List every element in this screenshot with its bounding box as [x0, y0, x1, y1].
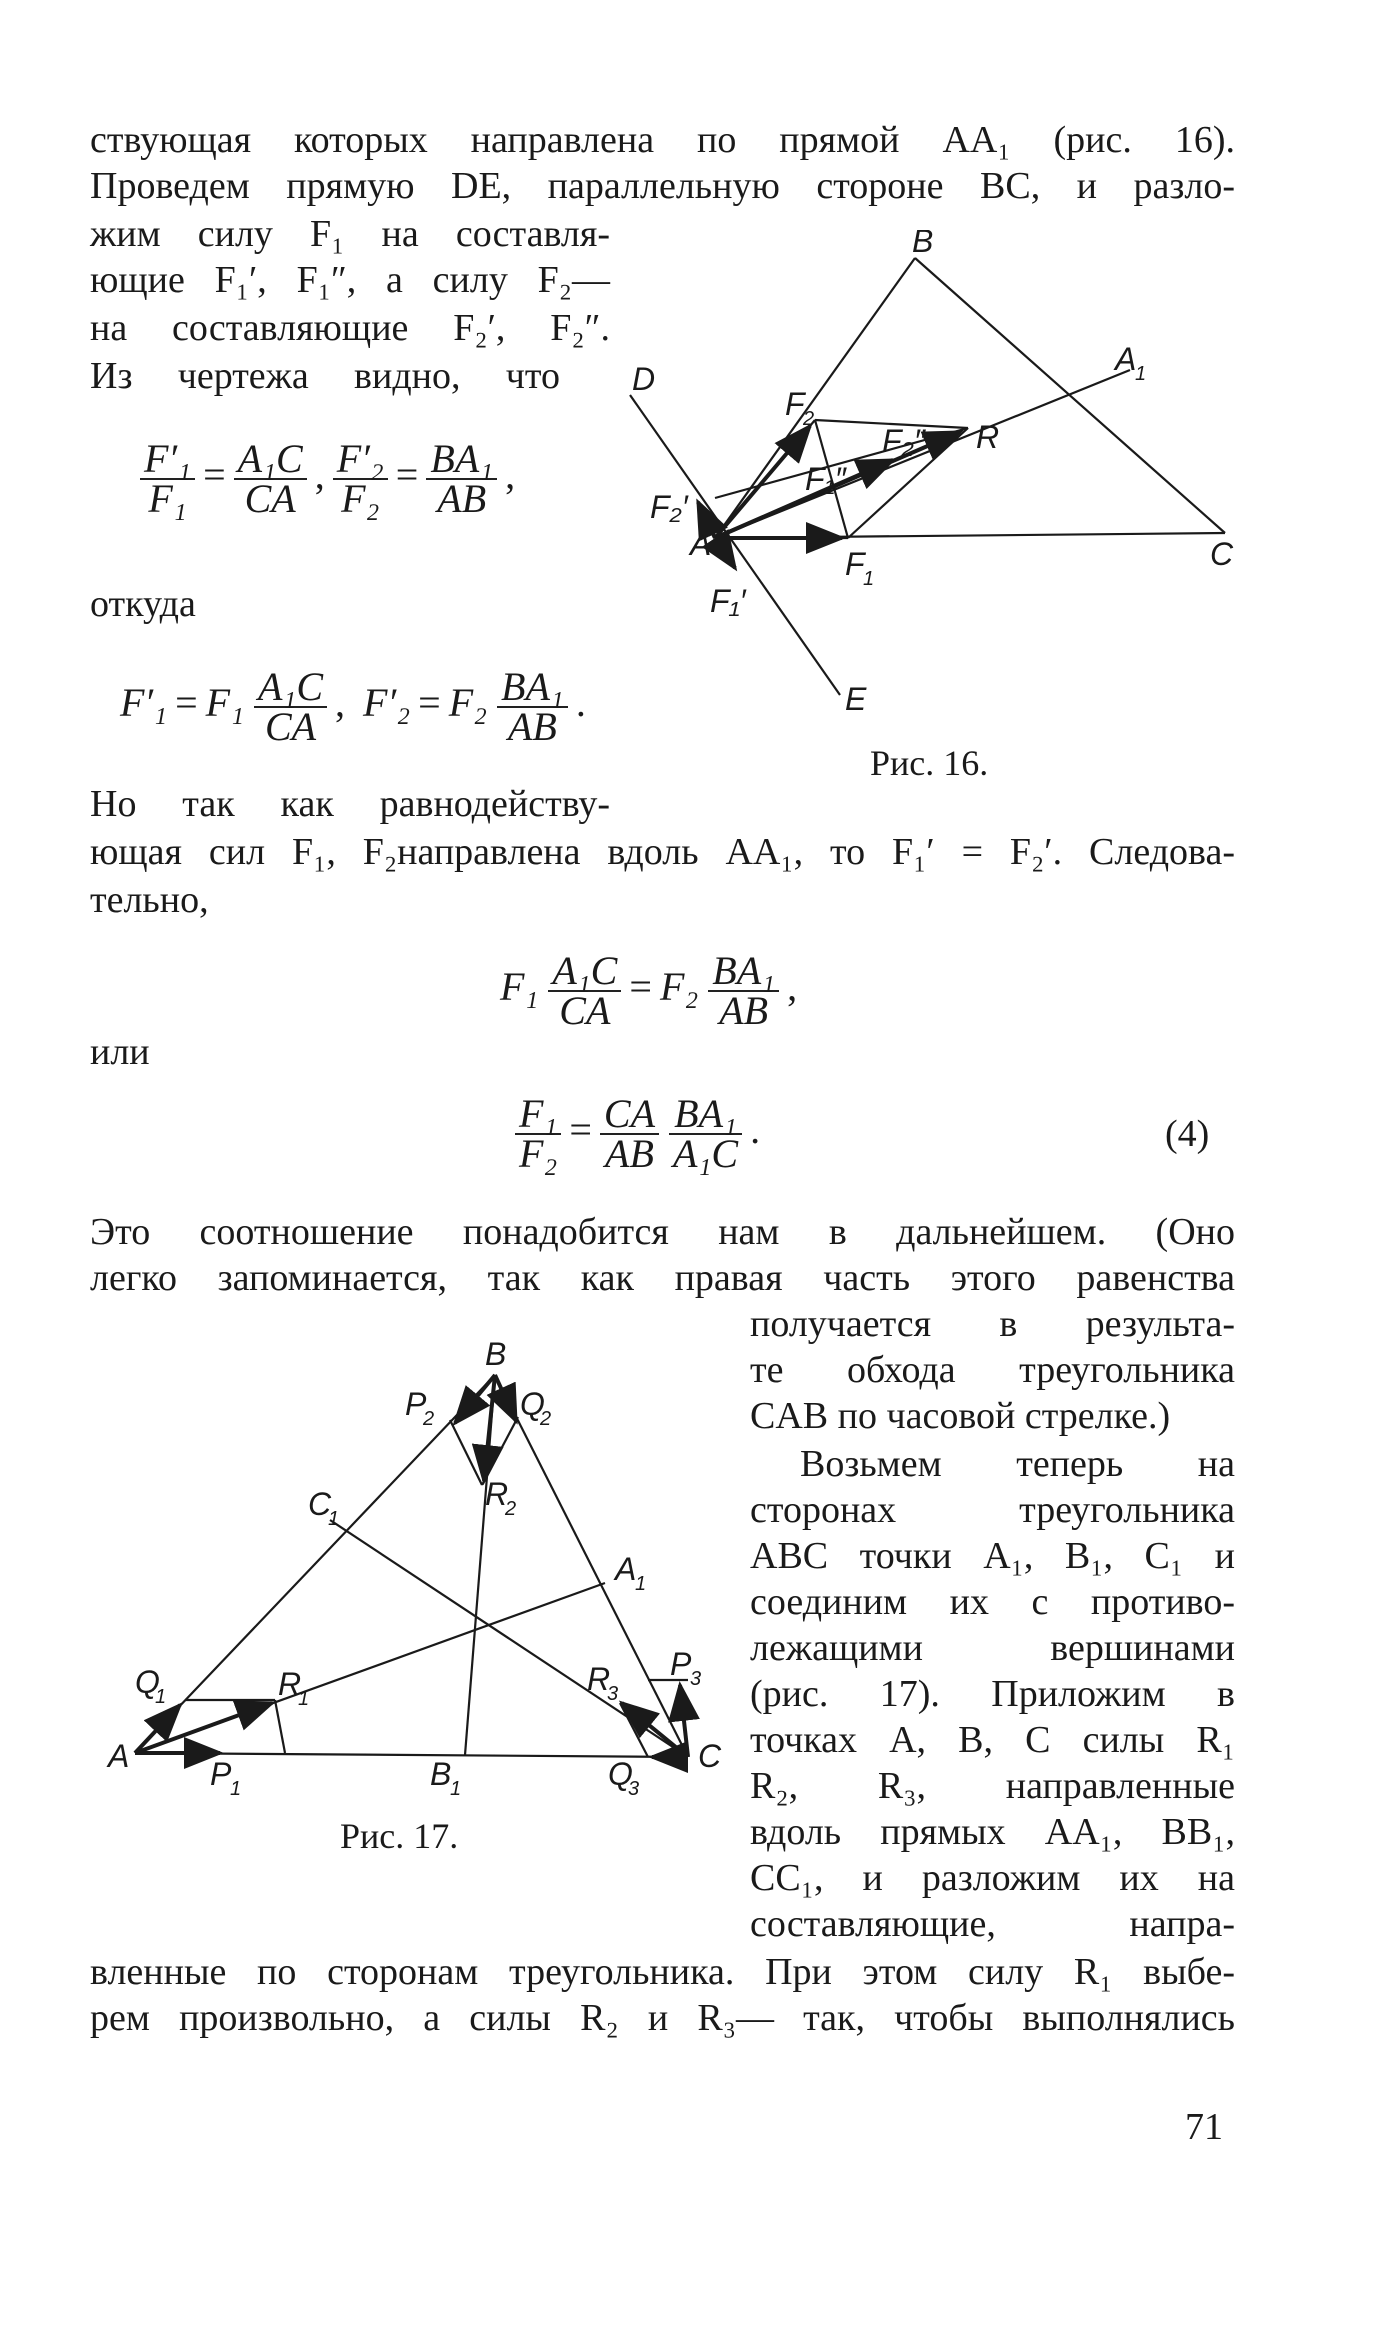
text-line-9: тельно, — [90, 879, 209, 921]
fig17-label-C1: C — [308, 1486, 332, 1522]
page-number: 71 — [1185, 2106, 1223, 2148]
fig17-label-B1: B — [430, 1756, 452, 1792]
text-line-6: Из чертежа видно, что — [90, 355, 560, 397]
svg-text:1: 1 — [863, 568, 875, 590]
formula-ratio-1: $\frac{\text{F′₁}}{\text{F₁}}$ = $\frac{\text{A₁C}}{CA}$ , $\frac{\text{F′₂}}{\text{F₂}}$ = $\frac{\text{BA₁}}{AB}$ , — [140, 440, 523, 518]
fig16-label-F2pp: F₂″ — [882, 423, 926, 459]
text-right-14: составляющие, напра- — [750, 1903, 1235, 1945]
fig17-label-A: A — [108, 1738, 130, 1774]
fig16-label-B: B — [912, 230, 934, 259]
formula-ratio-2: F′₁ = F₁ $\frac{\text{A₁C}}{CA}$ , F′₂ = F₂ $\frac{\text{BA₁}}{AB}$ . — [120, 664, 586, 749]
text-right-3: CAB по часовой стрелке.) — [750, 1395, 1171, 1437]
fig16-caption: Рис. 16. — [870, 743, 989, 783]
fig16-label-F1: F — [845, 546, 865, 582]
text-right-6: ABC точки A₁, B₁, C₁ и — [750, 1535, 1235, 1577]
fig16-label-C: C — [1210, 536, 1234, 572]
fig16-label-D: D — [632, 361, 656, 397]
fig17-label-B: B — [485, 1336, 507, 1372]
text-right-4: Возьмем теперь на — [800, 1443, 1235, 1485]
svg-text:1: 1 — [450, 1778, 462, 1800]
fig17-label-Q2: Q — [520, 1386, 545, 1422]
fig16-label-E: E — [845, 681, 867, 717]
text-right-13: CC₁, и разложим их на — [750, 1857, 1235, 1899]
text-line-7: Но так как равнодейству- — [90, 783, 610, 825]
text-line-3: жим силу F₁ на составля- — [90, 213, 610, 255]
text-line-5: на составляющие F₂′, F₂″. — [90, 307, 610, 349]
fig16-label-R: R — [976, 419, 1000, 455]
text-right-7: соединим их с противо- — [750, 1581, 1235, 1623]
text-right-10: точках A, B, C силы R₁ — [750, 1719, 1235, 1761]
fig17-label-C: C — [698, 1738, 722, 1774]
fig17-label-P3: P — [670, 1646, 692, 1682]
formula-ratio-4: $\frac{\text{F₁}}{\text{F₂}}$ = $\frac{CA}{AB}$ $\frac{\text{BA₁}}{\text{A₁C}}$ . — [515, 1095, 768, 1173]
svg-text:2: 2 — [505, 1498, 517, 1520]
text-line-8: ющая сил F₁, F₂направлена вдоль AA₁, то F₁′ = F₂′. Следова- — [90, 831, 1235, 873]
text-right-12: вдоль прямых AA₁, BB₁, — [750, 1811, 1235, 1853]
fig16-label-F2: F — [785, 386, 805, 422]
text-para-2: легко запоминается, так как правая часть этого равенства — [90, 1257, 1235, 1299]
svg-text:2: 2 — [540, 1408, 552, 1430]
text-right-9: (рис. 17). Приложим в — [750, 1673, 1235, 1715]
text-ili: или — [90, 1031, 150, 1073]
fig17-label-P1: P — [210, 1756, 232, 1792]
text-right-8: лежащими вершинами — [750, 1627, 1235, 1669]
text-right-1: получается в результа- — [750, 1303, 1235, 1345]
svg-text:2: 2 — [423, 1408, 435, 1430]
fig16-label-F2p: F₂′ — [650, 489, 688, 525]
text-line-4: ющие F₁′, F₁″, а силу F₂— — [90, 259, 610, 301]
fig17-label-R2: R — [485, 1476, 509, 1512]
fig16-label-F1pp: F₁″ — [805, 461, 846, 497]
text-bottom-2: рем произвольно, а силы R₂ и R₃— так, чтобы выполнялись — [90, 1997, 1235, 2039]
text-line-1: ствующая которых направлена по прямой AA₁ (рис. 16). — [90, 119, 1235, 161]
svg-text:3: 3 — [690, 1668, 702, 1690]
svg-text:3: 3 — [607, 1683, 619, 1705]
text-otkuda: откуда — [90, 583, 196, 625]
svg-text:1: 1 — [328, 1508, 340, 1530]
text-right-5: сторонах треугольника — [750, 1489, 1235, 1531]
svg-text:1: 1 — [1135, 363, 1147, 385]
text-right-2: те обхода треугольника — [750, 1349, 1235, 1391]
fig17-label-Q3: Q — [608, 1756, 633, 1792]
svg-text:1: 1 — [298, 1688, 310, 1710]
fig17-label-R3: R — [587, 1661, 611, 1697]
text-line-2: Проведем прямую DE, параллельную стороне BC, и разло- — [90, 165, 1235, 207]
fig17-label-Q1: Q — [135, 1664, 160, 1700]
fig17-caption: Рис. 17. — [340, 1816, 459, 1856]
fig16-label-A1: A — [1115, 341, 1137, 377]
figure-16 — [620, 230, 1240, 750]
formula-ratio-3: F₁ $\frac{\text{A₁C}}{CA}$ = F₂ $\frac{\text{BA₁}}{AB}$ , — [500, 948, 798, 1033]
figure-17 — [100, 1335, 740, 1805]
text-para-1: Это соотношение понадобится нам в дальнейшем. (Оно — [90, 1211, 1235, 1253]
equation-number: (4) — [1165, 1113, 1210, 1155]
svg-text:1: 1 — [635, 1573, 647, 1595]
text-bottom-1: вленные по сторонам треугольника. При этом силу R₁ выбе- — [90, 1951, 1235, 1993]
fig17-label-R1: R — [278, 1666, 302, 1702]
svg-text:3: 3 — [628, 1778, 640, 1800]
svg-text:1: 1 — [230, 1778, 242, 1800]
svg-text:1: 1 — [155, 1686, 167, 1708]
fig16-label-A: A — [690, 526, 712, 562]
fig17-label-P2: P — [405, 1386, 427, 1422]
fig17-label-A1: A — [615, 1551, 637, 1587]
svg-text:2: 2 — [803, 408, 815, 430]
text-right-11: R₂, R₃, направленные — [750, 1765, 1235, 1807]
fig16-label-F1p: F₁′ — [710, 583, 746, 619]
